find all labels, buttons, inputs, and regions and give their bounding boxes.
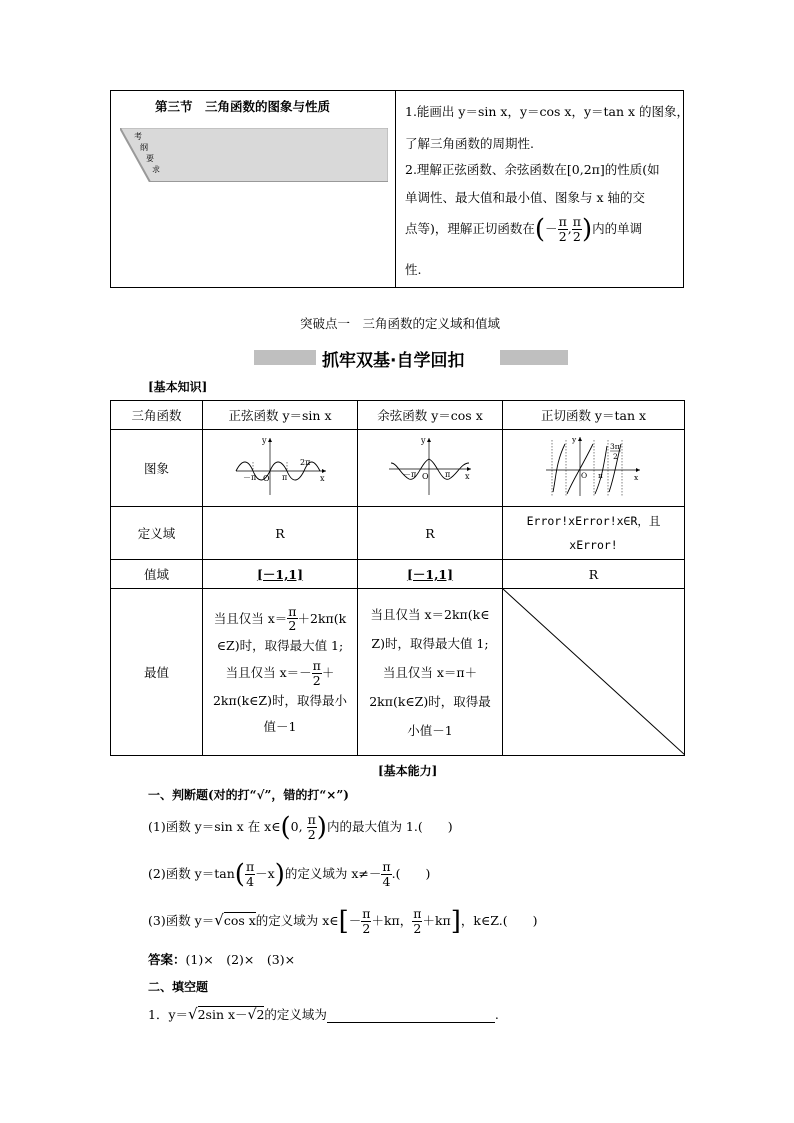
sin-graph (230, 435, 330, 499)
cos-domain: R (358, 507, 503, 560)
tan-graph (544, 434, 644, 500)
text: ＋2kπ(k (297, 610, 347, 626)
frac-den: 2 (312, 672, 321, 688)
fill-title: 二、填空题 (148, 980, 209, 994)
fraction (412, 907, 422, 936)
frac-den: 2 (572, 229, 581, 244)
fraction (381, 860, 391, 889)
fraction (361, 907, 371, 936)
frac-num: π (362, 906, 371, 922)
paren: ( (280, 812, 291, 843)
text: 0, (290, 819, 303, 834)
frac-den: 2 (307, 827, 316, 842)
text: ＋ (321, 664, 335, 680)
sin-graph-cell (203, 430, 358, 507)
answer-line (148, 950, 295, 968)
fill-question-1: 1．y＝√2sin x－√2的定义域为 . (148, 1005, 499, 1023)
text: 的定义域为 x≠－ (284, 866, 382, 881)
req-line-3: 2.理解正弦函数、余弦函数在[0,2π]的性质(如 (405, 162, 660, 177)
header-cell: 余弦函数 y＝cos x (358, 401, 503, 430)
frac-den: 4 (382, 874, 391, 889)
sin-extreme-line (203, 659, 357, 688)
text: 的定义域为 (264, 1007, 327, 1022)
tan-domain-line-1: Error!xError!x∈R，且 (526, 514, 661, 528)
trig-table (110, 400, 685, 756)
tick-label: －π (243, 472, 257, 482)
cos-graph (385, 435, 475, 499)
text: (1)函数 y＝sin x 在 x∈ (148, 819, 281, 834)
paren: ) (316, 812, 327, 843)
text: (2)函数 y＝tan (148, 866, 235, 881)
diagonal-slash (503, 589, 685, 755)
focus-title: 突破点一 三角函数的定义域和值域 (300, 316, 501, 331)
cos-extreme (358, 589, 503, 756)
sin-extreme-line: 值－1 (263, 718, 297, 734)
header-cell: 正弦函数 y＝sin x (203, 401, 358, 430)
range-row (111, 560, 685, 589)
frac-num: π (307, 812, 316, 828)
tick-label: －π (403, 469, 417, 479)
origin-label: O (422, 471, 429, 481)
kaogang-char-2: 纲 (140, 143, 148, 152)
frac-den: 4 (246, 874, 255, 889)
kaogang-char-1: 考 (134, 132, 142, 141)
radicand: cos x (223, 913, 256, 928)
row-label: 定义域 (111, 507, 203, 560)
kaogang-char-3: 要 (146, 154, 154, 163)
tick-label: 3π (609, 441, 620, 451)
sin-extreme-line (203, 605, 357, 634)
req-line-4: 单调性、最大值和最小值、图象与 x 轴的交 (405, 190, 645, 205)
minus: － (545, 221, 558, 236)
axis-label-y: y (571, 434, 576, 444)
cos-extreme-line: 2kπ(k∈Z)时，取得最 (369, 693, 491, 709)
tick-label: 2π (300, 457, 311, 467)
axis-label-y: y (421, 435, 426, 445)
tick-label: π (445, 469, 451, 479)
kaogang-char-4: 求 (152, 165, 160, 174)
tan-domain (503, 507, 685, 560)
bracket: ] (450, 906, 461, 937)
frac-num: π (312, 658, 321, 673)
text: 当且仅当 x＝ (213, 610, 288, 626)
answer-label: 答案： (148, 952, 186, 967)
text: 当且仅当 x＝－ (225, 664, 312, 680)
syllabus-divider (395, 90, 396, 288)
tick-label: 2 (612, 451, 618, 461)
frac-num: π (382, 859, 391, 875)
text: ，k∈Z.( ) (460, 913, 538, 928)
tick-label: π (597, 470, 603, 480)
axis-label-x: x (633, 472, 638, 482)
basic-ability-label: [基本能力] (378, 764, 438, 778)
cos-graph-cell (358, 430, 503, 507)
cos-extreme-line: Z)时，取得最大值 1; (371, 635, 489, 651)
req-line-5: 点等)，理解正切函数在(－ $\frac{\pi}{2}$ , $\frac{\pi}{2}$ )内的单调 (405, 214, 643, 245)
text: －x (255, 866, 275, 881)
fraction (558, 215, 568, 244)
radicand: 2sin x－√2 (197, 1007, 265, 1023)
origin-label: O (580, 470, 587, 480)
cos-extreme-line: 当且仅当 x＝π＋ (382, 664, 478, 680)
cos-range: [－1,1] (358, 560, 503, 589)
answer-blank[interactable] (327, 1007, 495, 1023)
tan-range: R (503, 560, 685, 589)
header-cell: 三角函数 (111, 401, 203, 430)
fraction (312, 659, 322, 688)
frac-num: π (245, 859, 255, 875)
sin-domain: R (203, 507, 358, 560)
fraction (287, 605, 297, 634)
kaogang-band (120, 128, 388, 182)
question-2 (148, 857, 430, 891)
text: 内的最大值为 1.( ) (326, 819, 453, 834)
header-cell: 正切函数 y＝tan x (503, 401, 685, 430)
tan-domain-line-2: xError! (569, 538, 618, 552)
sin-range: [－1,1] (203, 560, 358, 589)
text: .( ) (391, 866, 431, 881)
tick-label: π (282, 472, 288, 482)
row-label: 最值 (111, 589, 203, 756)
minus: － (348, 913, 362, 928)
row-label: 值域 (111, 560, 203, 589)
bracket: [ (338, 906, 349, 937)
sin-extreme-line: ∈Z)时，取得最大值 1; (216, 638, 344, 653)
tan-extreme-empty (503, 589, 685, 756)
req-text: 点等)，理解正切函数在 (405, 221, 535, 236)
paren: ) (274, 859, 285, 890)
frac-den: 2 (362, 921, 371, 936)
section-title: 第三节 三角函数的图象与性质 (155, 99, 331, 114)
row-label: 图象 (111, 430, 203, 507)
tan-graph-cell (503, 430, 685, 507)
banner-title: 抓牢双基·自学回扣 (322, 351, 465, 371)
frac-den: 2 (288, 618, 297, 634)
req-line-2: 了解三角函数的周期性. (405, 136, 534, 151)
text: 1．y＝ (148, 1007, 189, 1022)
fraction (307, 813, 317, 842)
text: 的定义域为 x∈ (255, 913, 339, 928)
text: 2sin x－ (197, 1007, 248, 1022)
radicand: 2 (256, 1007, 265, 1022)
axis-label-x: x (465, 471, 470, 481)
paren: ) (581, 214, 593, 245)
fraction (572, 215, 582, 244)
sin-extreme (203, 589, 358, 756)
frac-num: π (558, 214, 567, 230)
paren: ( (534, 214, 546, 245)
req-text: 内的单调 (592, 221, 643, 236)
answer-text: (1)× (2)× (3)× (185, 952, 296, 967)
banner-bar-right (500, 350, 568, 365)
question-1 (148, 810, 453, 844)
cos-extreme-line: 当且仅当 x＝2kπ(k∈ (370, 606, 490, 622)
domain-row (111, 507, 685, 560)
req-line-1: 1.能画出 y＝sin x，y＝cos x，y＝tan x 的图象， (405, 104, 690, 119)
text: ＋kπ， (371, 913, 413, 928)
basic-knowledge-label: [基本知识] (148, 380, 208, 394)
cos-extreme-line: 小值－1 (407, 722, 453, 738)
frac-num: π (572, 214, 581, 230)
text: . (494, 1007, 499, 1022)
text: ＋kπ (422, 913, 451, 928)
frac-num: π (413, 906, 422, 922)
frac-den: 2 (413, 921, 422, 936)
graph-row (111, 430, 685, 507)
table-header-row (111, 401, 685, 430)
fraction (245, 860, 255, 889)
paren: ( (234, 859, 245, 890)
text: (3)函数 y＝ (148, 913, 215, 928)
frac-num: π (288, 603, 297, 619)
extreme-row (111, 589, 685, 756)
sin-extreme-line: 2kπ(k∈Z)时，取得最小 (212, 692, 347, 708)
origin-label: O (263, 473, 270, 483)
req-line-6: 性. (405, 262, 422, 277)
question-3: (3)函数 y＝√cos x的定义域为 x∈[－ $\frac{\pi}{2}$ ＋kπ， $\frac{\pi}{2}$ ＋kπ]，k∈Z.( ) (148, 906, 538, 937)
frac-den: 2 (558, 229, 567, 244)
axis-label-y: y (262, 435, 267, 445)
axis-label-x: x (320, 473, 325, 483)
judge-title: 一、判断题(对的打“√”，错的打“×”) (148, 788, 349, 802)
banner-bar-left (254, 350, 316, 365)
